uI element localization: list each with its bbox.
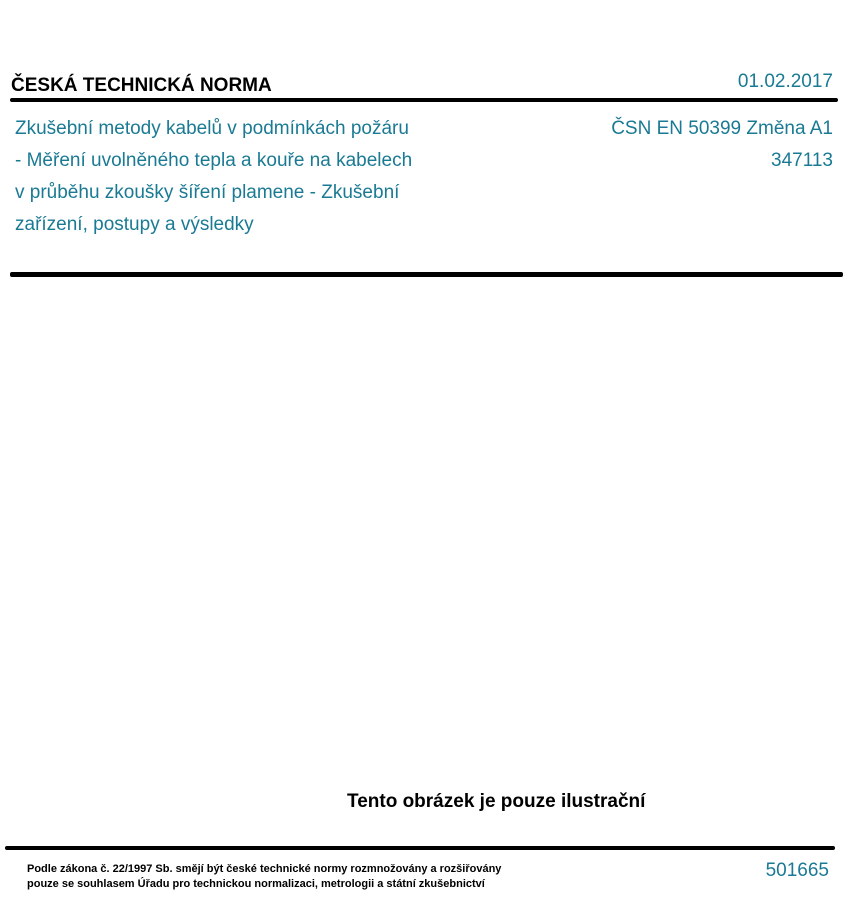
standard-title — [15, 113, 485, 241]
title-divider — [10, 272, 843, 277]
illustration-notice: Tento obrázek je pouze ilustrační — [347, 791, 646, 812]
header-divider — [10, 98, 838, 102]
footer-divider — [5, 846, 835, 850]
standard-title-line: - Měření uvolněného tepla a kouře na kabelech — [15, 150, 413, 171]
standard-identifier — [611, 113, 833, 177]
issue-date: 01.02.2017 — [737, 71, 833, 92]
legal-notice — [27, 862, 501, 892]
standard-title-line: v průběhu zkoušky šíření plamene - Zkušební — [15, 182, 400, 203]
standard-title-line: Zkušební metody kabelů v podmínkách požáru — [15, 118, 409, 139]
legal-notice-line: Podle zákona č. 22/1997 Sb. smějí být české technické normy rozmnožovány a rozšiřovány — [27, 863, 502, 875]
legal-notice-line: pouze se souhlasem Úřadu pro technickou normalizaci, metrologii a státní zkušebnictví — [27, 878, 485, 890]
document-number: 501665 — [765, 860, 829, 881]
standard-code: ČSN EN 50399 Změna A1 — [611, 118, 833, 139]
classification-number: 347113 — [771, 150, 833, 171]
document-header-title: ČESKÁ TECHNICKÁ NORMA — [11, 75, 272, 96]
standard-title-line: zařízení, postupy a výsledky — [15, 214, 254, 235]
